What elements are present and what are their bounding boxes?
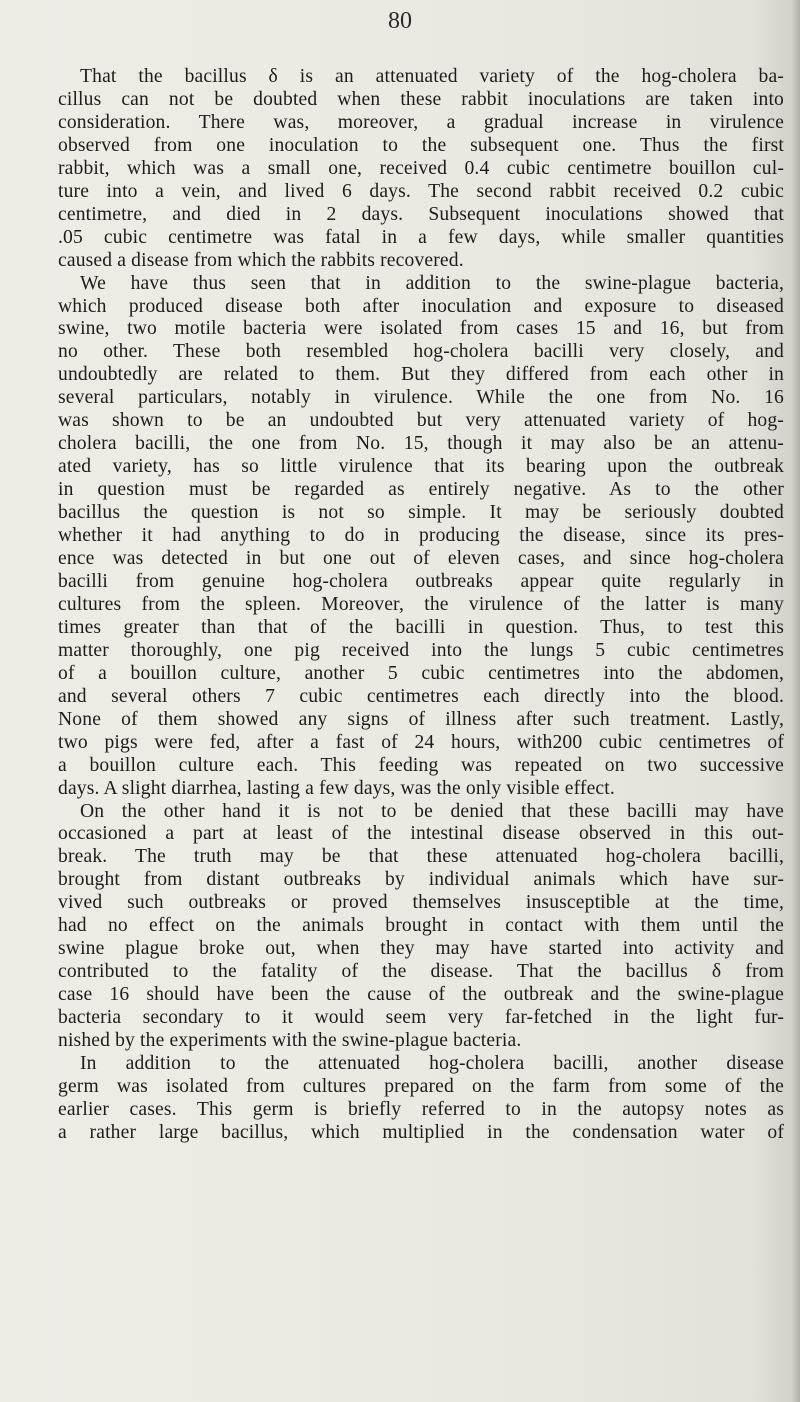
text-line: a bouillon culture each. This feeding was repeated on two successive — [58, 754, 784, 776]
text-line: None of them showed any signs of illness after such treatment. Lastly, — [58, 708, 784, 730]
text-line: days. A slight diarrhea, lasting a few days, was the only visible effect. — [58, 777, 615, 799]
text-line: We have thus seen that in addition to the swine-plague bacteria, — [80, 272, 784, 294]
text-line: ture into a vein, and lived 6 days. The second rabbit received 0.2 cubic — [58, 180, 784, 202]
text-line: in question must be regarded as entirely negative. As to the other — [58, 479, 784, 501]
text-line: times greater than that of the bacilli in question. Thus, to test this — [58, 616, 784, 638]
text-line: undoubtedly are related to them. But they differed from each other in — [58, 364, 784, 386]
text-line: .05 cubic centimetre was fatal in a few days, while smaller quantities — [58, 226, 784, 248]
text-line: which produced disease both after inoculation and exposure to diseased — [58, 295, 784, 317]
text-line: contributed to the fatality of the disease. That the bacillus δ from — [58, 961, 784, 983]
text-line: two pigs were fed, after a fast of 24 hours, with200 cubic centimetres of — [58, 731, 784, 753]
paragraph-3 — [58, 801, 784, 1053]
text-line: cillus can not be doubted when these rabbit inoculations are taken into — [58, 88, 784, 110]
text-line: a rather large bacillus, which multiplied in the condensation water of — [58, 1121, 784, 1143]
text-line: That the bacillus δ is an attenuated variety of the hog-cholera ba- — [80, 66, 784, 87]
text-line: germ was isolated from cultures prepared on the farm from some of the — [58, 1075, 784, 1097]
text-line: had no effect on the animals brought in contact with them until the — [58, 915, 784, 937]
text-line: and several others 7 cubic centimetres each directly into the blood. — [58, 685, 784, 707]
text-line: centimetre, and died in 2 days. Subsequent inoculations showed that — [58, 203, 784, 225]
text-line: occasioned a part at least of the intestinal disease observed in this out- — [58, 823, 784, 845]
text-line: In addition to the attenuated hog-cholera bacilli, another disease — [80, 1052, 784, 1074]
body-text — [58, 66, 784, 1145]
text-line: earlier cases. This germ is briefly referred to in the autopsy notes as — [58, 1098, 784, 1120]
paragraph-2 — [58, 273, 784, 801]
text-line: case 16 should have been the cause of the outbreak and the swine-plague — [58, 984, 784, 1006]
page-number: 80 — [388, 8, 412, 34]
text-line: rabbit, which was a small one, received 0.4 cubic centimetre bouillon cul- — [58, 157, 784, 179]
page-edge-shadow — [792, 0, 800, 1402]
text-line: of a bouillon culture, another 5 cubic centimetres into the abdomen, — [58, 662, 784, 684]
text-line: brought from distant outbreaks by individual animals which have sur- — [58, 869, 784, 891]
text-line: consideration. There was, moreover, a gradual increase in virulence — [58, 111, 784, 133]
text-line: bacillus the question is not so simple. It may be seriously doubted — [58, 502, 784, 524]
text-line: several particulars, notably in virulence. While the one from No. 16 — [58, 387, 784, 409]
text-line: On the other hand it is not to be denied that these bacilli may have — [80, 800, 784, 822]
text-line: ated variety, has so little virulence that its bearing upon the outbreak — [58, 456, 784, 478]
text-line: bacteria secondary to it would seem very far-fetched in the light fur- — [58, 1007, 784, 1029]
text-line: bacilli from genuine hog-cholera outbreaks appear quite regularly in — [58, 570, 784, 592]
text-line: matter thoroughly, one pig received into the lungs 5 cubic centimetres — [58, 639, 784, 661]
text-line: ence was detected in but one out of eleven cases, and since hog-cholera — [58, 548, 784, 570]
paragraph-4 — [58, 1053, 784, 1145]
text-line: whether it had anything to do in producing the disease, since its pres- — [58, 525, 784, 547]
text-line: cultures from the spleen. Moreover, the virulence of the latter is many — [58, 593, 784, 615]
text-line: swine, two motile bacteria were isolated from cases 15 and 16, but from — [58, 318, 784, 340]
text-line: was shown to be an undoubted but very attenuated variety of hog- — [58, 410, 784, 432]
text-line: nished by the experiments with the swine-plague bacteria. — [58, 1030, 522, 1052]
text-line: swine plague broke out, when they may have started into activity and — [58, 938, 784, 960]
text-line: no other. These both resembled hog-cholera bacilli very closely, and — [58, 341, 784, 363]
text-line: cholera bacilli, the one from No. 15, though it may also be an attenu- — [58, 433, 784, 455]
paragraph-1 — [58, 66, 784, 273]
text-line: caused a disease from which the rabbits recovered. — [58, 249, 464, 271]
text-line: vived such outbreaks or proved themselves insusceptible at the time, — [58, 892, 784, 914]
text-line: observed from one inoculation to the subsequent one. Thus the first — [58, 134, 784, 156]
text-line: break. The truth may be that these attenuated hog-cholera bacilli, — [58, 846, 784, 868]
